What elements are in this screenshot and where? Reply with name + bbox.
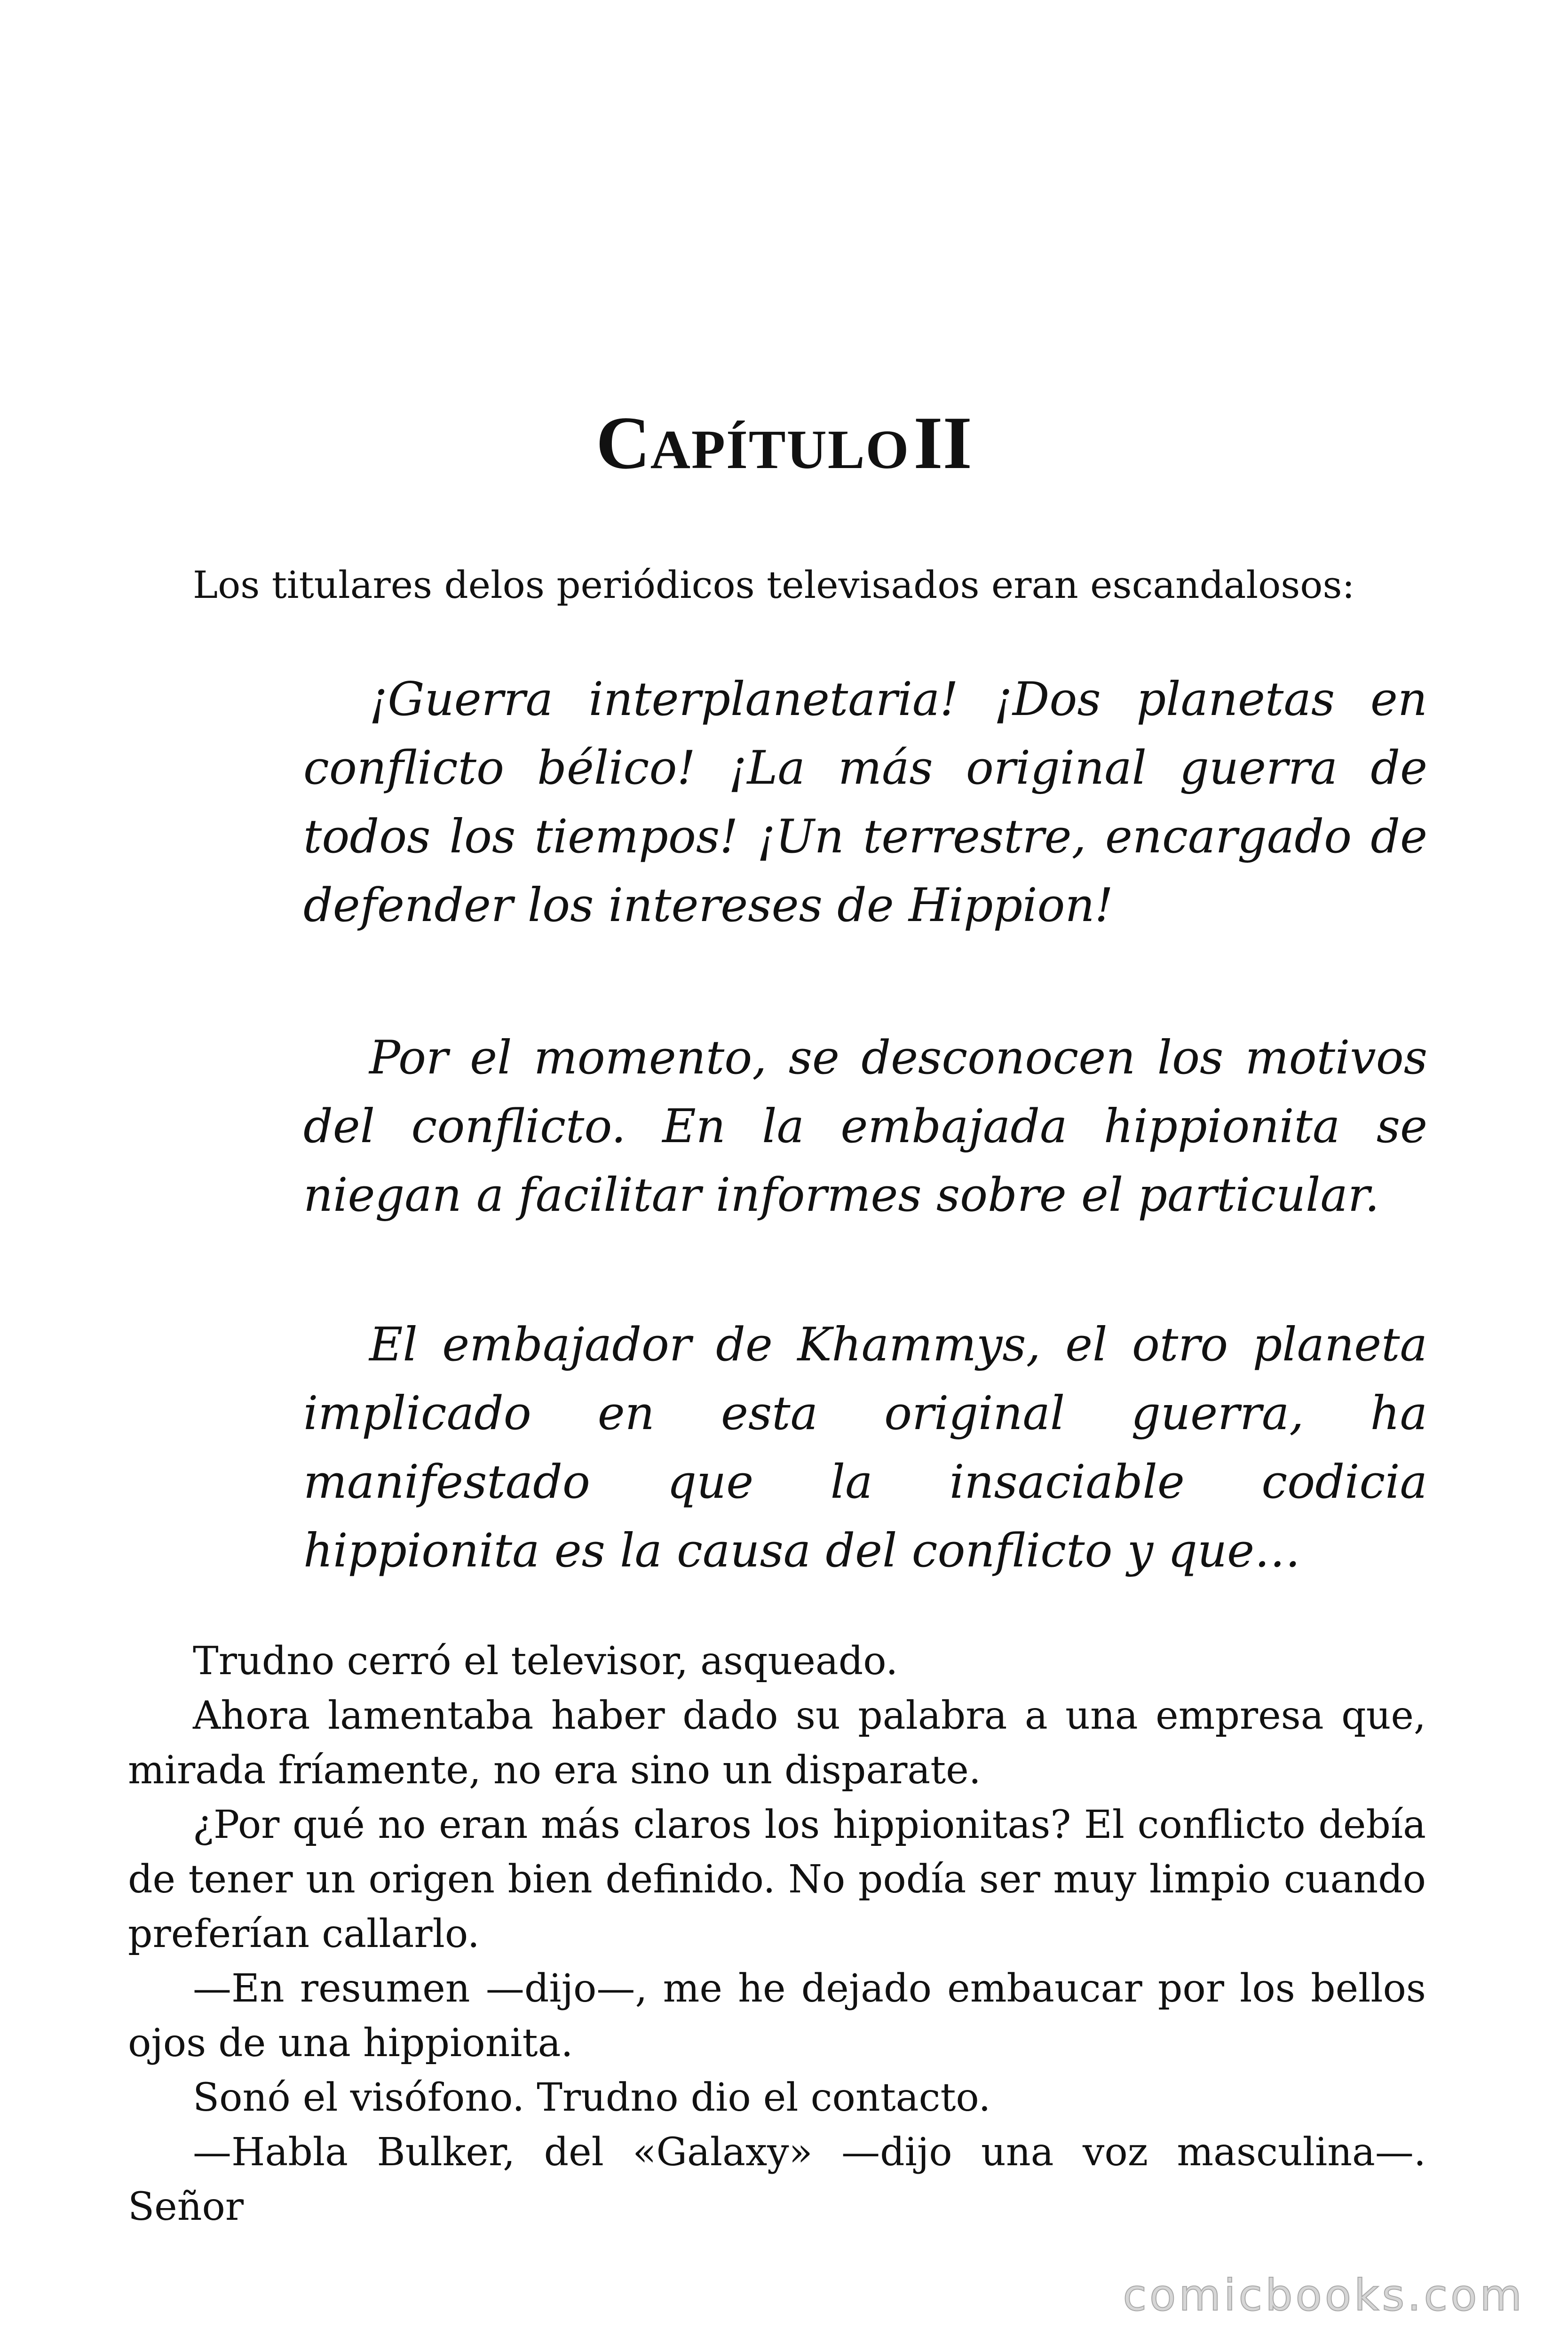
- quote-text: ¡Guerra interplanetaria! ¡Dos planetas en conflicto bélico! ¡La más original guerra de todos los tiempos! ¡Un terrestre, encargado de defender los intereses de Hippion!: [303, 673, 1427, 932]
- body-text: [128, 1634, 1426, 2234]
- chapter-title-word: APÍTULO: [650, 419, 910, 481]
- watermark: comicbooks.com: [1123, 2270, 1525, 2320]
- chapter-title: [0, 401, 1568, 485]
- paragraph: ¿Por qué no eran más claros los hippionitas? El conflicto debía de tener un origen bien definido. No podía ser muy limpio cuando preferían callarlo.: [128, 1803, 1426, 1956]
- paragraph: Sonó el visófono. Trudno dio el contacto.: [193, 2075, 991, 2120]
- paragraph: Ahora lamentaba haber dado su palabra a una empresa que, mirada fríamente, no era sino un disparate.: [128, 1693, 1426, 1793]
- paragraph: Trudno cerró el televisor, asqueado.: [193, 1639, 898, 1684]
- headline-quote-2: [303, 1024, 1427, 1230]
- quote-text: Por el momento, se desconocen los motivos del conflicto. En la embajada hippionita se niegan a facilitar informes sobre el particular.: [303, 1031, 1427, 1222]
- headline-quote-1: [303, 665, 1427, 940]
- chapter-title-initial: C: [596, 401, 650, 485]
- quote-text: El embajador de Khammys, el otro planeta implicado en esta original guerra, ha manifestado que la insaciable codicia hippionita es la causa del conflicto y que…: [303, 1318, 1427, 1578]
- paragraph: —En resumen —dijo—, me he dejado embaucar por los bellos ojos de una hippionita.: [128, 1966, 1426, 2066]
- intro-line: Los titulares delos periódicos televisados eran escandalosos:: [193, 563, 1355, 607]
- paragraph: —Habla Bulker, del «Galaxy» —dijo una voz masculina—. Señor: [128, 2130, 1426, 2229]
- chapter-number: II: [913, 401, 972, 485]
- headline-quote-3: [303, 1311, 1427, 1585]
